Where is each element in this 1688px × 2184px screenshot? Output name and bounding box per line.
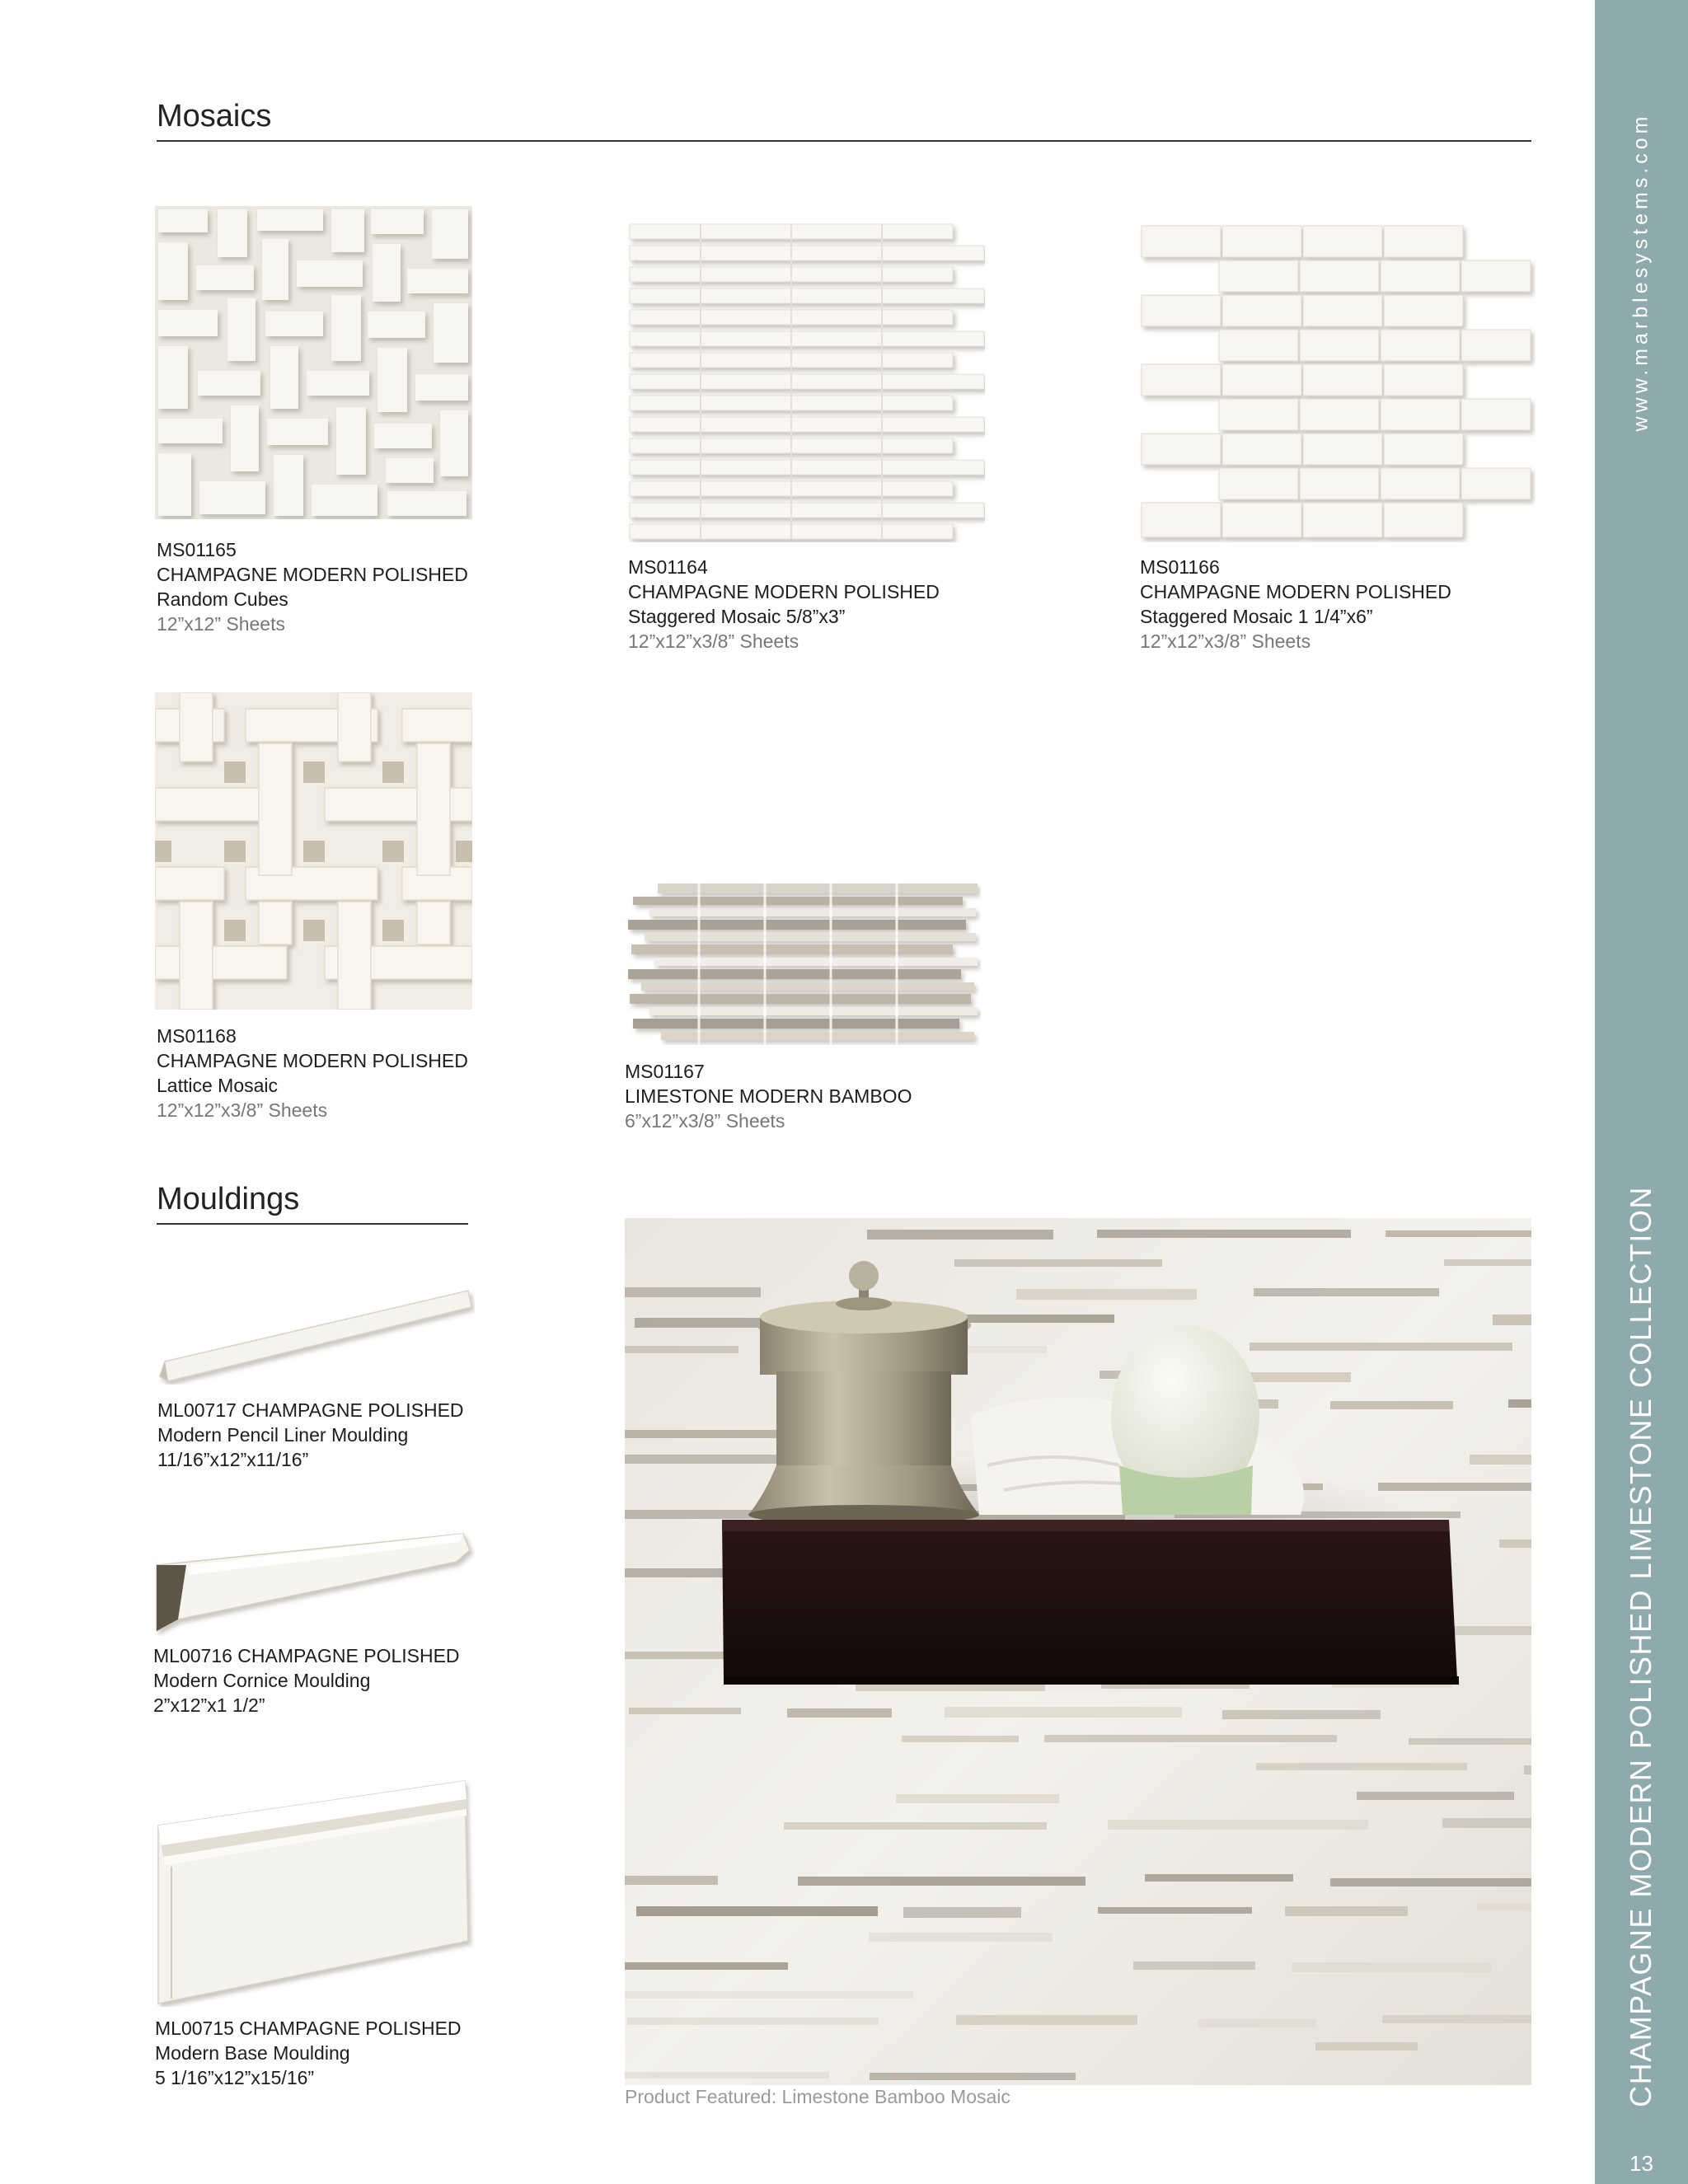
bamboo-stripe	[1097, 1230, 1351, 1238]
bamboo-stripe	[1357, 1792, 1514, 1800]
product-size: 12”x12” Sheets	[157, 613, 285, 635]
product-size: 12”x12”x3/8” Sheets	[628, 630, 799, 652]
bamboo-stripe	[625, 1962, 788, 1970]
bamboo-stripe	[625, 1991, 913, 1999]
bamboo-stripe	[625, 1287, 761, 1297]
bamboo-stripe	[902, 1736, 1019, 1742]
product-code: MS01164	[628, 556, 708, 578]
bamboo-stripe	[798, 1877, 1085, 1886]
mosaics-heading: Mosaics	[157, 99, 272, 134]
bamboo-stripe	[625, 2072, 829, 2079]
product-ms01164	[628, 555, 974, 654]
bamboo-stripe	[1254, 1288, 1439, 1296]
bamboo-stripe	[1108, 1820, 1368, 1830]
bamboo-stripe	[1285, 1906, 1408, 1916]
staggered-mosaic-large-image	[1140, 223, 1536, 542]
product-ml00715	[155, 2016, 485, 2090]
product-ms01166	[1140, 555, 1519, 654]
bamboo-stripe	[787, 1708, 892, 1718]
staggered-mosaic-small-image	[626, 221, 985, 542]
product-title: ML00715 CHAMPAGNE POLISHED	[155, 2018, 462, 2039]
product-ms01168	[157, 1024, 503, 1122]
bamboo-stripe	[1292, 1962, 1491, 1972]
photo-caption: Product Featured: Limestone Bamboo Mosaic	[625, 2086, 1010, 2107]
product-style: Modern Base Moulding	[155, 2042, 350, 2064]
pencil-liner-image	[157, 1286, 475, 1385]
bamboo-stripe	[1250, 1372, 1351, 1382]
bamboo-stripe	[625, 1876, 718, 1885]
bamboo-stripe	[1145, 1874, 1293, 1882]
product-size: 5 1/16”x12”x15/16”	[155, 2067, 315, 2088]
bamboo-stripe	[1382, 2015, 1531, 2023]
bamboo-stripe	[1499, 1540, 1531, 1548]
collection-title-bold: CHAMPAGNE MODERN	[1624, 1758, 1658, 2107]
bamboo-stripe	[1442, 1818, 1531, 1828]
bamboo-stripe	[627, 2018, 879, 2025]
product-size: 6”x12”x3/8” Sheets	[625, 1110, 785, 1132]
base-moulding-image	[155, 1776, 476, 2007]
product-style: Modern Cornice Moulding	[153, 1670, 371, 1691]
bamboo-stripe	[1222, 1710, 1381, 1719]
bamboo-stripe	[945, 1707, 1182, 1718]
website-url[interactable]: www.marblesystems.com	[1629, 112, 1653, 432]
mouldings-rule	[157, 1223, 468, 1225]
bamboo-stripe	[896, 1794, 1059, 1803]
sidebar	[1595, 0, 1688, 2184]
bamboo-stripe	[784, 1822, 1047, 1830]
product-name: CHAMPAGNE MODERN POLISHED	[1140, 581, 1451, 602]
cornice-moulding-image	[153, 1529, 475, 1636]
bamboo-stripe	[625, 1346, 738, 1353]
bamboo-stripe	[1315, 2042, 1418, 2050]
product-code: MS01167	[625, 1061, 705, 1082]
product-style: Random Cubes	[157, 588, 288, 610]
bamboo-stripe	[629, 1708, 741, 1714]
product-size: 11/16”x12”x11/16”	[157, 1449, 309, 1470]
bamboo-stripe	[1250, 1343, 1512, 1351]
mosaics-rule	[157, 140, 1531, 142]
product-title: ML00717 CHAMPAGNE POLISHED	[157, 1399, 464, 1421]
bamboo-stripe	[954, 1259, 1162, 1267]
random-cubes-image	[155, 206, 472, 519]
bamboo-stripe	[1016, 1289, 1197, 1300]
page-number: 13	[1629, 2151, 1653, 2176]
bamboo-stripe	[1330, 1878, 1531, 1886]
product-ms01165	[157, 537, 503, 636]
bamboo-stripe	[1477, 1903, 1531, 1910]
bamboo-mosaic-image	[625, 880, 981, 1045]
bamboo-stripe	[1098, 1907, 1252, 1914]
bamboo-stripe	[1330, 1401, 1453, 1409]
product-style: Staggered Mosaic 1 1/4”x6”	[1140, 606, 1373, 627]
product-name: CHAMPAGNE MODERN POLISHED	[628, 581, 940, 602]
product-name: LIMESTONE MODERN BAMBOO	[625, 1085, 912, 1107]
product-style: Staggered Mosaic 5/8”x3”	[628, 606, 846, 627]
product-code: MS01165	[157, 539, 237, 560]
product-style: Modern Pencil Liner Moulding	[157, 1424, 409, 1446]
bamboo-stripe	[1409, 1738, 1531, 1745]
bamboo-stripe	[903, 1907, 1021, 1918]
collection-title	[1624, 1186, 1658, 2107]
product-code: MS01168	[157, 1025, 237, 1047]
product-code: MS01166	[1140, 556, 1220, 578]
bamboo-stripe	[1444, 1259, 1531, 1266]
product-size: 12”x12”x3/8” Sheets	[157, 1099, 328, 1121]
mouldings-heading: Mouldings	[157, 1182, 300, 1216]
bamboo-stripe	[1198, 2019, 1316, 2027]
bamboo-stripe	[1508, 1399, 1531, 1408]
collection-title-rest: POLISHED LIMESTONE COLLECTION	[1624, 1186, 1658, 1759]
bamboo-stripe	[951, 1315, 1114, 1323]
bamboo-stripe	[1386, 1230, 1531, 1237]
bamboo-stripe	[1493, 1315, 1531, 1325]
product-name: CHAMPAGNE MODERN POLISHED	[157, 564, 468, 585]
featured-photo	[625, 1218, 1531, 2085]
bamboo-stripe	[636, 1906, 878, 1916]
bamboo-stripe	[956, 2015, 1137, 2025]
product-title: ML00716 CHAMPAGNE POLISHED	[153, 1645, 460, 1666]
lattice-mosaic-image	[155, 692, 472, 1010]
product-size: 12”x12”x3/8” Sheets	[1140, 630, 1311, 652]
product-ms01167	[625, 1059, 971, 1133]
product-name: CHAMPAGNE MODERN POLISHED	[157, 1050, 468, 1071]
bamboo-stripe	[869, 1933, 1053, 1942]
bamboo-stripe	[1133, 1961, 1255, 1970]
bamboo-stripe	[1470, 1455, 1531, 1465]
bamboo-stripe	[625, 1652, 734, 1659]
product-style: Lattice Mosaic	[157, 1075, 279, 1096]
bamboo-stripe	[867, 1230, 1053, 1240]
bamboo-stripe	[870, 2073, 1076, 2080]
bamboo-stripe	[1378, 1483, 1531, 1491]
bamboo-stripe	[1044, 1735, 1337, 1742]
product-size: 2”x12”x1 1/2”	[153, 1694, 265, 1716]
product-ml00717	[157, 1398, 487, 1472]
bamboo-stripe	[1524, 1765, 1531, 1774]
product-ml00716	[153, 1643, 483, 1718]
bamboo-stripe	[1256, 1763, 1467, 1770]
